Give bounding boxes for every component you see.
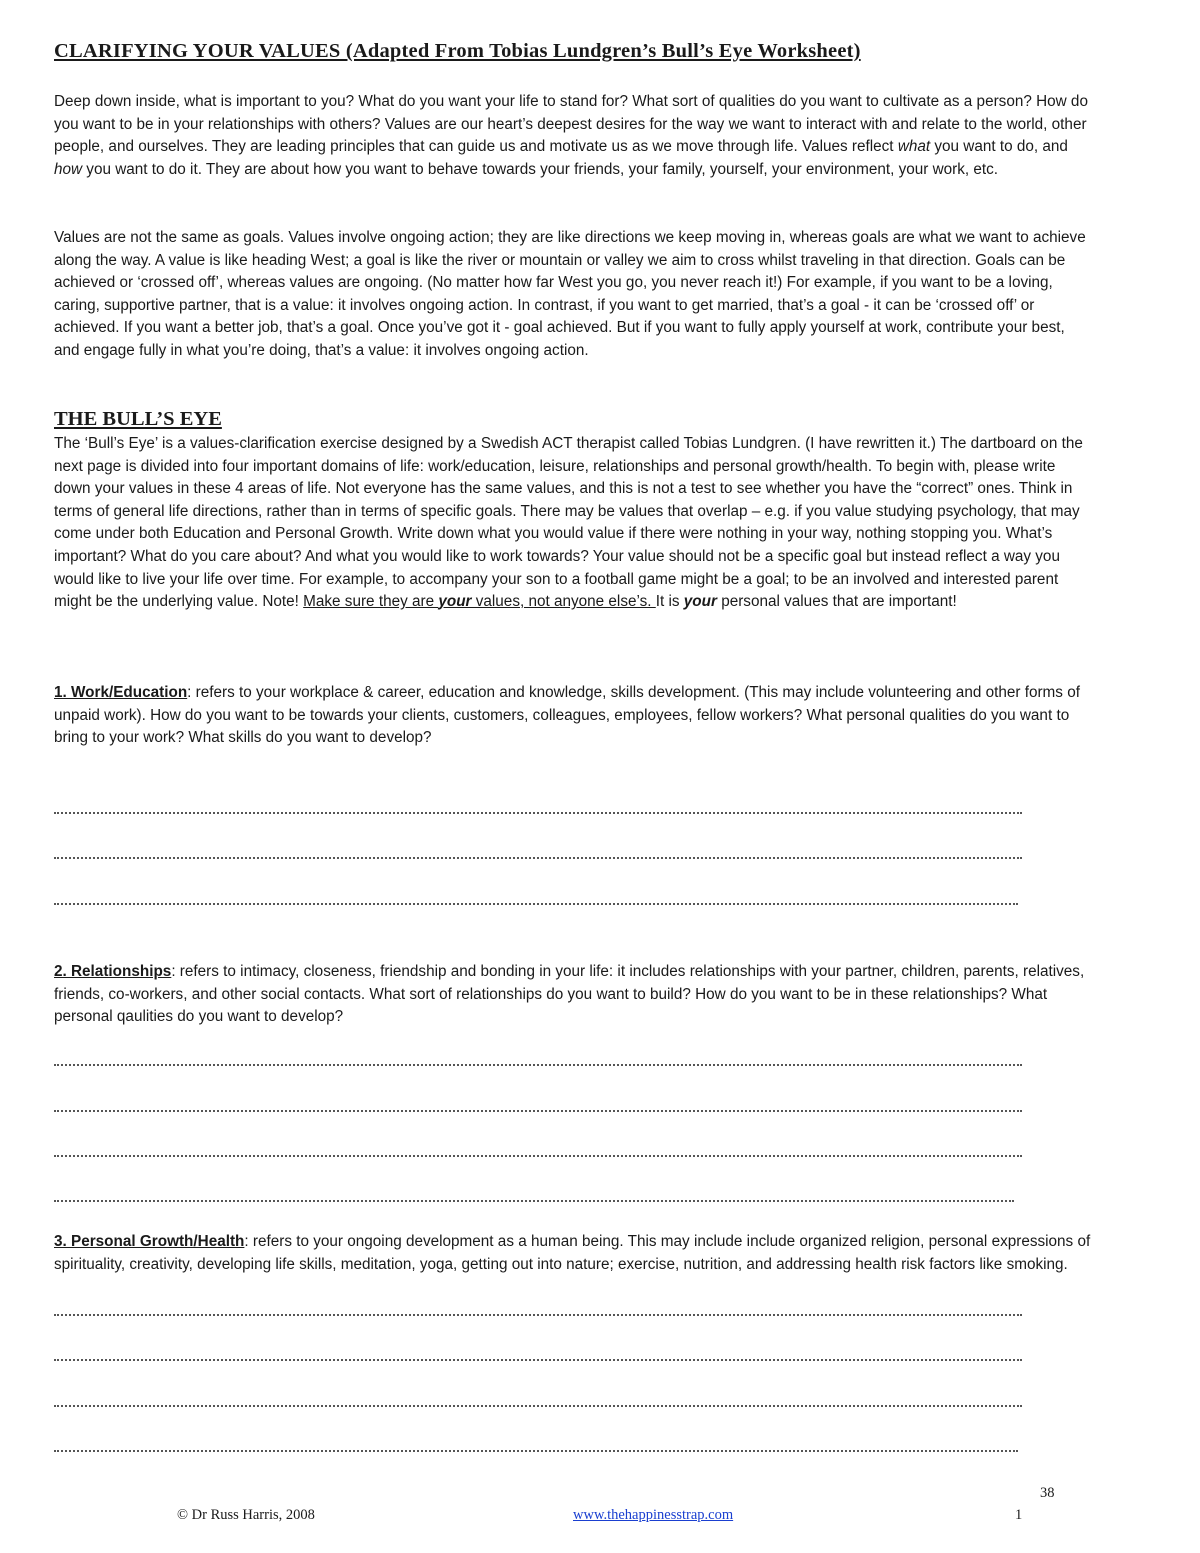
section-personal-growth: 3. Personal Growth/Health: refers to your ongoing development as a human being. This may include include organized religion, personal expressions of spirituality, creativity, developing life skills, meditation, yoga, getting out into nature; exercise, nutrition, and addressing health risk factors like smoking. [54,1233,1091,1273]
answer-line[interactable] [54,1155,1022,1157]
answer-line[interactable] [54,1405,1022,1407]
answer-line[interactable] [54,857,1022,859]
answer-line[interactable] [54,812,1022,814]
section-title: 2. Relationships [54,963,172,980]
answer-line[interactable] [54,1110,1022,1112]
section-title: 1. Work/Education [54,684,188,701]
section-relationships: 2. Relationships: refers to intimacy, closeness, friendship and bonding in your life: it includes relationships with your partner, children, parents, relatives, friends, co-workers, and other social contacts. What sort of relationships do you want to build? How do you want to be in these relationships? What personal qaulities do you want to develop? [54,963,1085,1026]
answer-line[interactable] [54,1064,1022,1066]
footer-page-small: 1 [1015,1507,1023,1523]
answer-line[interactable] [54,903,1018,905]
answer-line[interactable] [54,1450,1018,1452]
answer-line[interactable] [54,1359,1022,1361]
intro-paragraph-1: Deep down inside, what is important to you? What do you want your life to stand for? What sort of qualities do you want to cultivate as a person? How do you want to be in your relationships with others? Values are our heart’s deepest desires for the way we want to interact with and relate to the world, other people, and ourselves. They are leading principles that can guide us and motivate us as we move through life. Values reflect what you want to do, and how you want to do it. They are about how you want to behave towards your friends, your family, yourself, your environment, your work, etc. [54,93,1088,178]
section-title: 3. Personal Growth/Health [54,1233,245,1250]
answer-line[interactable] [54,1314,1022,1316]
page-title: CLARIFYING YOUR VALUES (Adapted From Tobias Lundgren’s Bull’s Eye Worksheet) [54,40,861,62]
footer-copyright: © Dr Russ Harris, 2008 [177,1507,315,1523]
bullseye-paragraph: The ‘Bull’s Eye’ is a values-clarification exercise designed by a Swedish ACT therapist called Tobias Lundgren. (I have rewritten it.) The dartboard on the next page is divided into four important domains of life: work/education, leisure, relationships and personal growth/health. To begin with, please write down your values in these 4 areas of life. Not everyone has the same values, and this is not a test to see whether you have the “correct” ones. Think in terms of general life directions, rather than in terms of specific goals. There may be values that overlap – e.g. if you value studying psychology, that may come under both Education and Personal Growth. Write down what you would value if there were nothing in your way, nothing stopping you. What’s important? What do you care about? And what you would like to work towards? Your value should not be a specific goal but instead reflect a way you would like to live your life over time. For example, to accompany your son to a football game might be a goal; to be an involved and interested parent might be the underlying value. Note! Make sure they are your values, not anyone else’s. It is your personal values that are important! [54,435,1083,611]
answer-line[interactable] [54,1200,1014,1202]
intro-paragraph-2: Values are not the same as goals. Values involve ongoing action; they are like directions we keep moving in, whereas goals are what we want to achieve along the way. A value is like heading West; a goal is like the river or mountain or valley we aim to cross whilst traveling in that direction. Goals can be achieved or ‘crossed off’, whereas values are ongoing. (No matter how far West you go, you never reach it!) For example, if you want to be a loving, caring, supportive partner, that is a value: it involves ongoing action. In contrast, if you want to get married, that’s a goal - it can be ‘crossed off’ or achieved. If you want a better job, that’s a goal. Once you’ve got it - goal achieved. But if you want to fully apply yourself at work, contribute your best, and engage fully in what you’re doing, that’s a value: it involves ongoing action. [54,229,1086,359]
bullseye-heading: THE BULL’S EYE [54,408,222,430]
section-work-education: 1. Work/Education: refers to your workplace & career, education and knowledge, skills development. (This may include volunteering and other forms of unpaid work). How do you want to be towards your clients, customers, colleagues, employees, fellow workers? What personal qualities do you want to bring to your work? What skills do you want to develop? [54,684,1080,747]
footer-website-link[interactable]: www.thehappinesstrap.com [573,1507,734,1523]
page-number: 38 [1040,1485,1055,1501]
